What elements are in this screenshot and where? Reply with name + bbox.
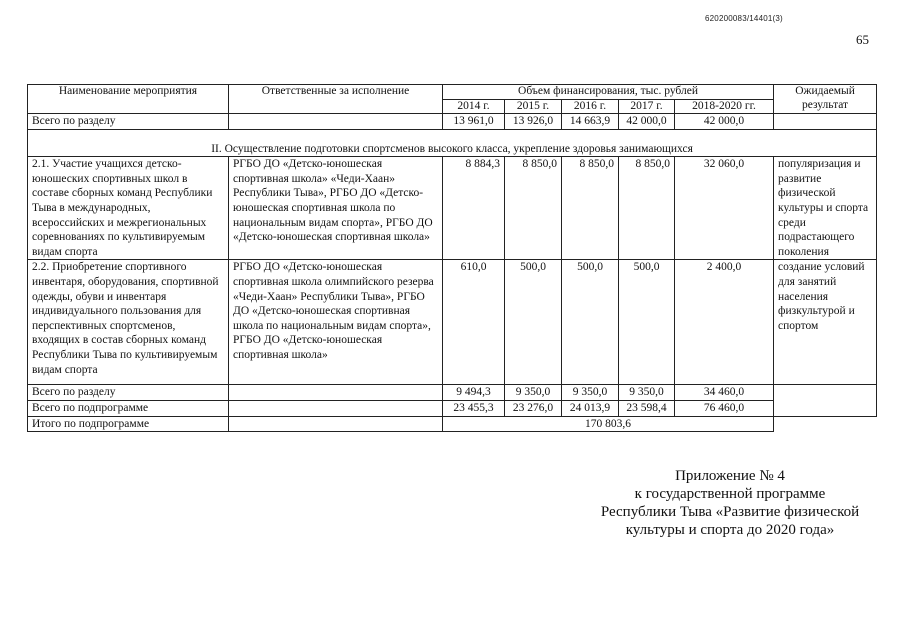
row-label: Всего по разделу [28, 114, 229, 130]
value-cell: 9 350,0 [505, 385, 562, 401]
empty-cell [229, 385, 443, 401]
header-result: Ожидаемый результат [774, 85, 877, 114]
value-cell: 32 060,0 [675, 157, 774, 260]
value-cell: 14 663,9 [562, 114, 619, 130]
appendix-line: к государственной программе [634, 486, 826, 502]
empty-cell [229, 114, 443, 130]
value-cell: 76 460,0 [675, 400, 774, 416]
value-cell: 9 350,0 [619, 385, 675, 401]
document-code: 620200083/14401(3) [705, 14, 783, 23]
value-cell: 42 000,0 [675, 114, 774, 130]
page-number: 65 [856, 32, 869, 47]
empty-cell [229, 400, 443, 416]
header-funding: Объем финансирования, тыс. рублей [443, 85, 774, 100]
value-cell: 500,0 [619, 260, 675, 385]
appendix-line: Республики Тыва «Развитие физической [600, 504, 860, 520]
year-header: 2015 г. [505, 99, 562, 114]
table-row [28, 260, 877, 385]
value-cell: 9 350,0 [562, 385, 619, 401]
value-cell: 610,0 [443, 260, 505, 385]
row-label: Итого по подпрограмме [28, 416, 229, 432]
empty-cell [774, 114, 877, 130]
total-subprogram-row [28, 400, 877, 416]
empty-cell [229, 416, 443, 432]
appendix-heading [570, 467, 890, 539]
value-cell: 23 455,3 [443, 400, 505, 416]
total-section-row [28, 385, 877, 401]
total-section-prev-row [28, 114, 877, 130]
year-header: 2014 г. [443, 99, 505, 114]
row-label: Всего по разделу [28, 385, 229, 401]
year-header: 2016 г. [562, 99, 619, 114]
value-cell: 23 276,0 [505, 400, 562, 416]
year-header: 2017 г. [619, 99, 675, 114]
value-cell: 13 961,0 [443, 114, 505, 130]
funding-table [27, 84, 877, 432]
section-title: II. Осуществление подготовки спортсменов высокого класса, укрепление здоровья занимающихся [28, 142, 877, 157]
row-label: Всего по подпрограмме [28, 400, 229, 416]
spacer-cell [28, 129, 877, 142]
empty-cell [774, 416, 877, 432]
responsible-cell: РГБО ДО «Детско-юношеская спортивная школа» «Чеди-Хаан» Республики Тыва», РГБО ДО «Детско-юношеская спортивная школа по национальным видам спорта», РГБО ДО «Детско-юношеская спортивная школа» [229, 157, 443, 260]
value-cell: 500,0 [562, 260, 619, 385]
value-cell: 9 494,3 [443, 385, 505, 401]
table-row [28, 157, 877, 260]
result-cell: создание условий для занятий населения физкультурой и спортом [774, 260, 877, 385]
value-cell: 500,0 [505, 260, 562, 385]
value-cell: 24 013,9 [562, 400, 619, 416]
activity-name: 2.1. Участие учащихся детско-юношеских спортивных школ в составе сборных команд Республики Тыва в международных, всероссийских и межрегиональных соревнованиях по культивируемым видам спорта [28, 157, 229, 260]
value-cell: 2 400,0 [675, 260, 774, 385]
table-header-row [28, 85, 877, 100]
value-cell: 34 460,0 [675, 385, 774, 401]
grand-total-value: 170 803,6 [443, 416, 774, 432]
section-title-row [28, 142, 877, 157]
result-cell: популяризация и развитие физической культуры и спорта среди подрастающего поколения [774, 157, 877, 260]
empty-cell [774, 385, 877, 416]
value-cell: 23 598,4 [619, 400, 675, 416]
value-cell: 8 850,0 [562, 157, 619, 260]
header-name: Наименование мероприятия [28, 85, 229, 114]
year-header: 2018-2020 гг. [675, 99, 774, 114]
grand-total-row [28, 416, 877, 432]
responsible-cell: РГБО ДО «Детско-юношеская спортивная школа олимпийского резерва «Чеди-Хаан» Республики Тыва», РГБО ДО «Детско-юношеская спортивная школа по национальным видам спорта», РГБО ДО «Детско-юношеская спортивная школа» [229, 260, 443, 385]
appendix-line: культуры и спорта до 2020 года» [625, 522, 835, 538]
value-cell: 8 850,0 [505, 157, 562, 260]
value-cell: 42 000,0 [619, 114, 675, 130]
activity-name: 2.2. Приобретение спортивного инвентаря, оборудования, спортивной одежды, обуви и инвентаря индивидуального пользования для перспективных спортсменов, входящих в состав сборных команд Республики Тыва по культивируемым видам спорта [28, 260, 229, 385]
appendix-line: Приложение № 4 [675, 468, 785, 484]
spacer-row [28, 129, 877, 142]
value-cell: 13 926,0 [505, 114, 562, 130]
header-responsible: Ответственные за исполнение [229, 85, 443, 114]
value-cell: 8 884,3 [443, 157, 505, 260]
value-cell: 8 850,0 [619, 157, 675, 260]
